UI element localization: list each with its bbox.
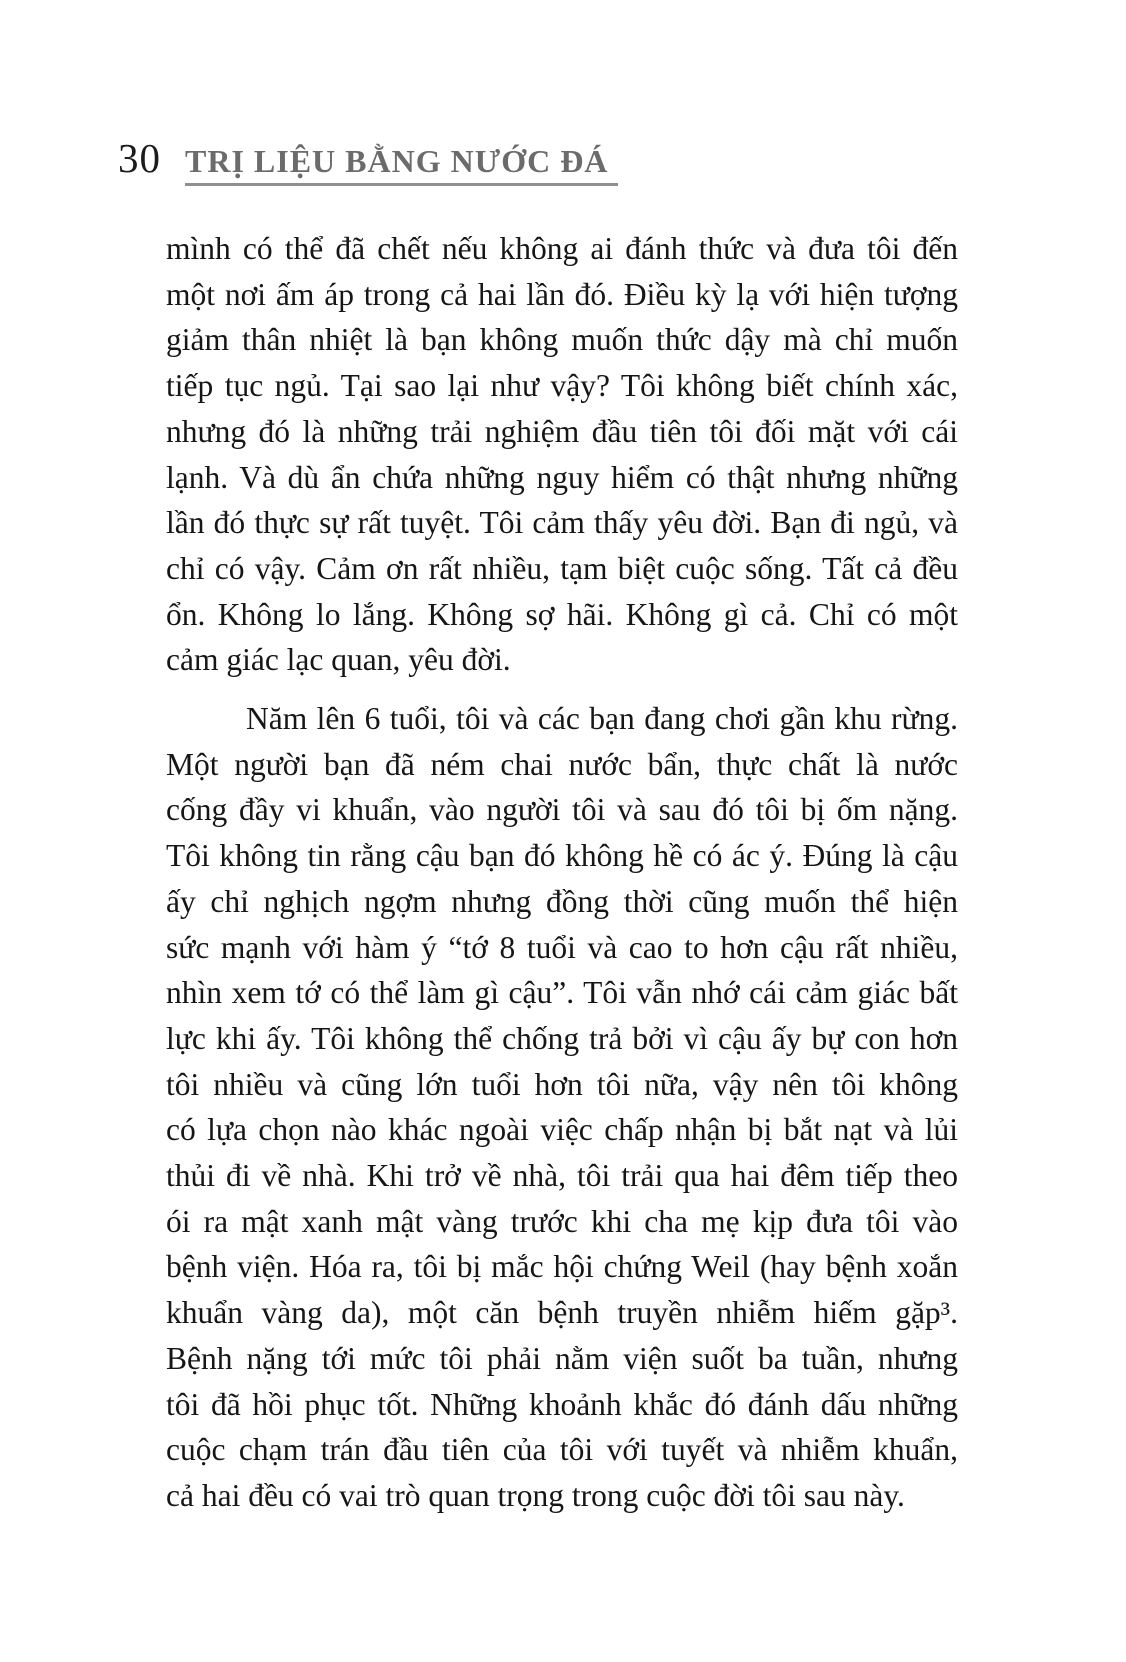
- text-line: lần đó thực sự rất tuyệt. Tôi cảm thấy yêu đời. Bạn đi ngủ, và: [166, 505, 958, 541]
- text-line: bệnh viện. Hóa ra, tôi bị mắc hội chứng Weil (hay bệnh xoắn: [166, 1249, 958, 1285]
- text-line: ổn. Không lo lắng. Không sợ hãi. Không gì cả. Chỉ có một: [166, 596, 958, 632]
- text-line: cả hai đều có vai trò quan trọng trong cuộc đời tôi sau này.: [166, 1477, 905, 1513]
- text-line: nhưng đó là những trải nghiệm đầu tiên tôi đối mặt với cái: [166, 413, 958, 449]
- page-header: [118, 135, 618, 186]
- text-line: mình có thể đã chết nếu không ai đánh thức và đưa tôi đến: [166, 231, 958, 266]
- text-line: khuẩn vàng da), một căn bệnh truyền nhiễm hiếm gặp³.: [166, 1295, 958, 1331]
- text-line: ấy chỉ nghịch ngợm nhưng đồng thời cũng muốn thể hiện: [166, 883, 958, 919]
- text-line: tôi nhiều và cũng lớn tuổi hơn tôi nữa, vậy nên tôi không: [166, 1066, 958, 1102]
- text-line: Bệnh nặng tới mức tôi phải nằm viện suốt ba tuần, nhưng: [166, 1340, 958, 1376]
- text-line: tiếp tục ngủ. Tại sao lại như vậy? Tôi không biết chính xác,: [166, 368, 958, 404]
- text-line: một nơi ấm áp trong cả hai lần đó. Điều kỳ lạ với hiện tượng: [166, 276, 958, 312]
- text-line: giảm thân nhiệt là bạn không muốn thức dậy mà chỉ muốn: [166, 322, 958, 358]
- text-line: Tôi không tin rằng cậu bạn đó không hề có ác ý. Đúng là cậu: [166, 838, 958, 874]
- chapter-title: TRỊ LIỆU BẰNG NƯỚC ĐÁ: [185, 145, 618, 186]
- text-line: cuộc chạm trán đầu tiên của tôi với tuyết và nhiễm khuẩn,: [166, 1432, 958, 1468]
- text-line: thủi đi về nhà. Khi trở về nhà, tôi trải qua hai đêm tiếp theo: [166, 1158, 958, 1194]
- text-line: Năm lên 6 tuổi, tôi và các bạn đang chơi gần khu rừng.: [246, 701, 958, 737]
- text-line: tôi đã hồi phục tốt. Những khoảnh khắc đó đánh dấu những: [166, 1386, 958, 1422]
- text-line: sức mạnh với hàm ý “tớ 8 tuổi và cao to hơn cậu rất nhiều,: [166, 929, 958, 965]
- text-line: cống đầy vi khuẩn, vào người tôi và sau đó tôi bị ốm nặng.: [166, 792, 958, 828]
- paragraph: [166, 226, 958, 683]
- text-line: lạnh. Và dù ẩn chứa những nguy hiểm có thật nhưng những: [166, 459, 958, 495]
- text-line: ói ra mật xanh mật vàng trước khi cha mẹ kịp đưa tôi vào: [166, 1203, 958, 1239]
- text-line: lực khi ấy. Tôi không thể chống trả bởi vì cậu ấy bự con hơn: [166, 1020, 958, 1056]
- text-line: cảm giác lạc quan, yêu đời.: [166, 642, 511, 678]
- text-line: nhìn xem tớ có thể làm gì cậu”. Tôi vẫn nhớ cái cảm giác bất: [166, 975, 958, 1011]
- paragraph: [166, 696, 958, 1519]
- text-line: có lựa chọn nào khác ngoài việc chấp nhận bị bắt nạt và lủi: [166, 1112, 958, 1148]
- page-number: 30: [118, 135, 161, 181]
- text-line: Một người bạn đã ném chai nước bẩn, thực chất là nước: [166, 746, 958, 782]
- text-line: chỉ có vậy. Cảm ơn rất nhiều, tạm biệt cuộc sống. Tất cả đều: [166, 550, 958, 586]
- text-block: [166, 226, 958, 1519]
